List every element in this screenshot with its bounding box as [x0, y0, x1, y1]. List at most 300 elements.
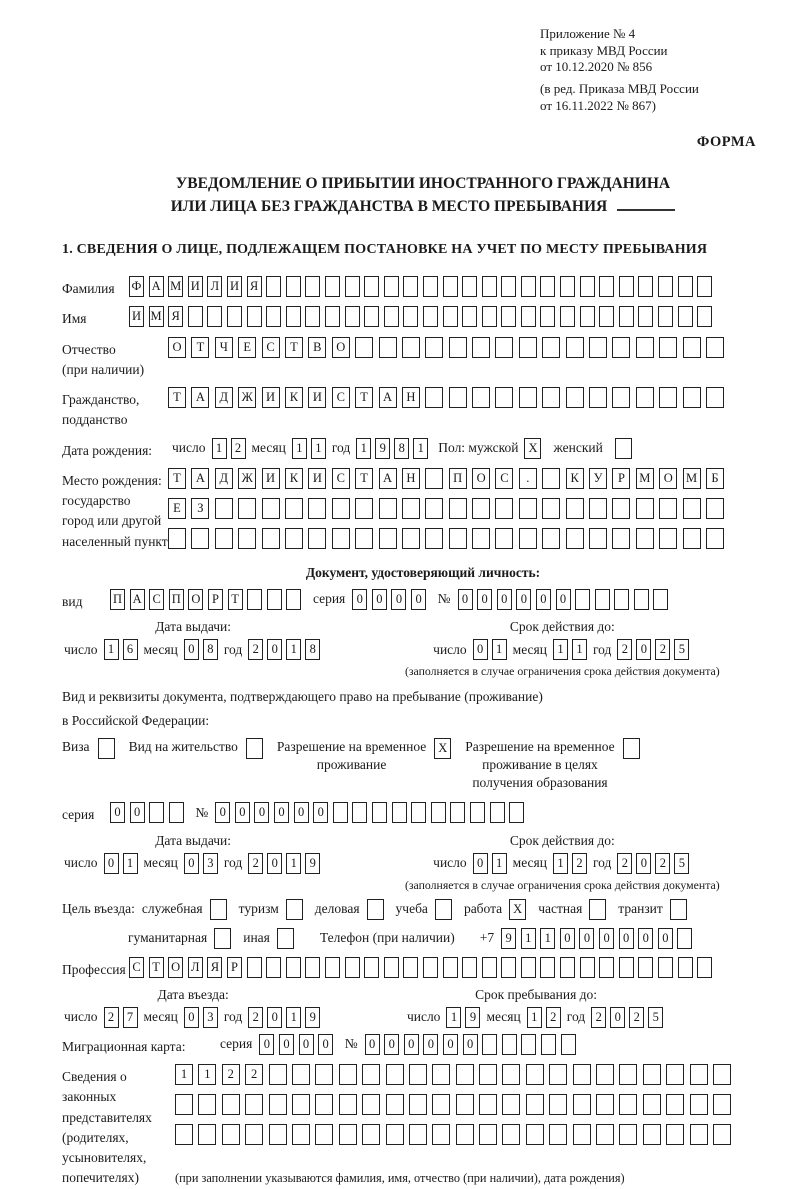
form-cell: А — [379, 387, 397, 408]
purpose-work-checkbox: X — [509, 899, 526, 920]
stay-month-cells — [527, 1007, 565, 1028]
form-cell — [432, 1064, 450, 1085]
form-cell — [519, 337, 537, 358]
form-cell — [697, 276, 712, 297]
form-cell — [456, 1064, 474, 1085]
purpose-humanitarian-checkbox — [214, 928, 231, 949]
form-cell: 1 — [286, 639, 301, 660]
form-cell — [596, 1064, 614, 1085]
form-cell: 0 — [372, 589, 387, 610]
form-cell: Р — [208, 589, 223, 610]
form-cell: Ж — [238, 468, 256, 489]
form-cell — [169, 802, 184, 823]
representatives-label-line: законных — [62, 1089, 117, 1105]
form-cell — [362, 1094, 380, 1115]
form-cell — [526, 1094, 544, 1115]
purpose-business-checkbox — [367, 899, 384, 920]
form-cell — [636, 387, 654, 408]
residence-valid-note: (заполняется в случае ограничения срока действия документа) — [404, 877, 720, 892]
form-cell — [364, 276, 379, 297]
form-cell — [482, 1034, 497, 1055]
form-cell: Т — [149, 957, 164, 978]
form-cell: А — [191, 387, 209, 408]
form-cell — [386, 1094, 404, 1115]
migration-number-label: № — [344, 1036, 358, 1052]
form-cell: 0 — [556, 589, 571, 610]
form-cell: И — [262, 468, 280, 489]
form-cell — [470, 802, 485, 823]
form-cell — [619, 957, 634, 978]
form-cell: 5 — [648, 1007, 663, 1028]
form-cell — [472, 498, 490, 519]
purpose-option-label: работа — [463, 901, 503, 917]
temp-residence-label-line: Разрешение на временное — [276, 738, 427, 754]
form-cell: Я — [207, 957, 222, 978]
form-cell — [521, 306, 536, 327]
form-cell: С — [149, 589, 164, 610]
annex-line: от 10.12.2020 № 856 — [540, 59, 653, 75]
form-cell — [566, 387, 584, 408]
form-cell — [690, 1124, 708, 1145]
form-cell: В — [308, 337, 326, 358]
form-cell — [697, 306, 712, 327]
form-cell: Т — [355, 387, 373, 408]
form-cell — [384, 306, 399, 327]
annex-line: к приказу МВД России — [540, 42, 668, 58]
form-cell: О — [168, 337, 186, 358]
form-cell — [431, 802, 446, 823]
form-cell: 0 — [267, 1007, 282, 1028]
month-label: месяц — [512, 855, 547, 871]
form-cell: С — [262, 337, 280, 358]
form-cell — [402, 337, 420, 358]
form-cell: 0 — [313, 802, 328, 823]
form-cell — [456, 1124, 474, 1145]
residence-permit-option — [129, 738, 263, 759]
birth-place-cell-rows — [168, 468, 729, 558]
form-cell: Е — [238, 337, 256, 358]
form-cell — [501, 276, 516, 297]
migration-card-label: Миграционная карта: — [62, 1038, 186, 1054]
entry-date — [62, 987, 405, 1028]
form-cell — [482, 306, 497, 327]
temp-residence-checkbox: X — [434, 738, 451, 759]
form-cell: 0 — [473, 853, 488, 874]
form-cell — [502, 1094, 520, 1115]
surname-row — [62, 276, 784, 299]
form-cell — [549, 1094, 567, 1115]
form-cell — [198, 1094, 216, 1115]
arrival-notification-form — [62, 26, 784, 1189]
form-cell: 0 — [267, 639, 282, 660]
residence-doc-kind-row — [62, 738, 784, 793]
form-cell: 5 — [674, 639, 689, 660]
form-cell — [462, 306, 477, 327]
form-cell: П — [449, 468, 467, 489]
form-cell — [215, 528, 233, 549]
form-cell — [643, 1124, 661, 1145]
form-cell: 8 — [305, 639, 320, 660]
form-cell — [619, 306, 634, 327]
gender-male-checkbox: X — [524, 438, 541, 459]
form-cell — [619, 276, 634, 297]
form-cell — [636, 528, 654, 549]
temp-residence-label — [277, 738, 426, 774]
form-cell: 2 — [572, 853, 587, 874]
form-cell — [425, 337, 443, 358]
form-cell — [269, 1064, 287, 1085]
form-cell — [690, 1064, 708, 1085]
form-cell — [566, 528, 584, 549]
visa-option — [62, 738, 115, 759]
form-cell: 0 — [318, 1034, 333, 1055]
purpose-option-label: деловая — [314, 901, 360, 917]
purpose-label: Цель въезда: — [62, 901, 135, 917]
form-cell — [403, 957, 418, 978]
form-cell: 0 — [497, 589, 512, 610]
form-cell — [636, 498, 654, 519]
form-cell — [495, 528, 513, 549]
form-cell: 1 — [553, 853, 568, 874]
purpose-option-label: служебная — [141, 901, 203, 917]
birth-year-cells — [356, 438, 432, 459]
birth-place-label-line: населенный пункт — [62, 533, 168, 549]
form-cell — [589, 528, 607, 549]
entry-date-heading: Дата въезда: — [157, 986, 229, 1002]
form-cell: М — [683, 468, 701, 489]
birth-place-label-line: Место рождения: — [62, 472, 162, 488]
year-label: год — [592, 641, 612, 657]
form-cell — [332, 528, 350, 549]
form-cell: Т — [355, 468, 373, 489]
form-cell — [308, 498, 326, 519]
birth-place-cells-line1 — [168, 468, 729, 489]
form-cell — [560, 276, 575, 297]
temp-residence-education-label-line: Разрешение на временное — [465, 738, 615, 754]
form-cell — [315, 1094, 333, 1115]
form-cell: 0 — [516, 589, 531, 610]
temp-residence-education-checkbox — [623, 738, 640, 759]
form-cell: 0 — [215, 802, 230, 823]
form-cell — [479, 1094, 497, 1115]
form-cell — [175, 1094, 193, 1115]
form-cell — [425, 468, 443, 489]
form-cell: 1 — [572, 639, 587, 660]
form-cell — [713, 1094, 731, 1115]
form-cell — [364, 957, 379, 978]
patronymic-label-note: (при наличии) — [62, 361, 145, 377]
form-cell — [392, 802, 407, 823]
form-cell — [423, 957, 438, 978]
representatives-cell-rows — [175, 1064, 736, 1186]
form-cell — [339, 1094, 357, 1115]
temp-residence-education-label — [465, 738, 614, 793]
form-cell — [352, 802, 367, 823]
profession-label: Профессия — [62, 961, 126, 977]
name-row — [62, 306, 784, 329]
form-cell — [402, 498, 420, 519]
form-cell: З — [191, 498, 209, 519]
form-cell: 0 — [294, 802, 309, 823]
form-cell — [573, 1094, 591, 1115]
migration-number-cells — [365, 1034, 581, 1055]
form-cell: 0 — [104, 853, 119, 874]
form-cell: С — [495, 468, 513, 489]
month-label: месяц — [251, 440, 286, 456]
representatives-label-line: (родителях, — [62, 1129, 129, 1145]
form-cell: С — [332, 468, 350, 489]
surname-cells — [129, 276, 717, 297]
visa-checkbox — [98, 738, 115, 759]
migration-card-row — [62, 1034, 784, 1057]
form-cell — [509, 802, 524, 823]
form-cell: 2 — [248, 853, 263, 874]
form-cell: К — [285, 468, 303, 489]
year-label: год — [223, 855, 243, 871]
form-cell — [379, 337, 397, 358]
form-cell — [362, 1124, 380, 1145]
form-cell: 0 — [560, 928, 575, 949]
representatives-label-line: усыновителях, — [62, 1150, 147, 1166]
form-cell: 0 — [411, 589, 426, 610]
residence-valid-heading: Срок действия до: — [509, 832, 615, 848]
form-cell: 1 — [553, 639, 568, 660]
form-cell: А — [379, 468, 397, 489]
form-cell: 9 — [375, 438, 390, 459]
form-cell — [636, 337, 654, 358]
form-cell — [472, 387, 490, 408]
birth-place-label-line: город или другой — [62, 513, 162, 529]
representatives-label-line: представителях — [62, 1109, 152, 1125]
form-cell — [333, 802, 348, 823]
form-cell — [325, 306, 340, 327]
form-cell: 0 — [638, 928, 653, 949]
form-cell — [541, 1034, 556, 1055]
residence-doc-seriya-row — [62, 802, 784, 825]
birth-place-cells-line2 — [168, 498, 729, 519]
form-cell: 2 — [222, 1064, 240, 1085]
form-cell: 0 — [184, 1007, 199, 1028]
form-cell: Д — [215, 387, 233, 408]
form-cell — [678, 957, 693, 978]
form-cell — [643, 1064, 661, 1085]
stay-day-cells — [446, 1007, 484, 1028]
form-cell: 0 — [299, 1034, 314, 1055]
form-cell — [595, 589, 610, 610]
doc-seriya-cells — [352, 589, 430, 610]
form-cell: 2 — [231, 438, 246, 459]
form-cell — [308, 528, 326, 549]
form-cell — [269, 1124, 287, 1145]
form-cell: И — [188, 276, 203, 297]
form-cell — [285, 498, 303, 519]
form-cell — [612, 337, 630, 358]
surname-label: Фамилия — [62, 281, 115, 297]
doc-valid-day-cells — [473, 639, 511, 660]
purpose-transit-checkbox — [670, 899, 687, 920]
form-cell: 8 — [394, 438, 409, 459]
citizenship-label-line2: подданство — [62, 412, 128, 428]
residence-valid-day-cells — [473, 853, 511, 874]
form-cell — [384, 276, 399, 297]
form-cell: 0 — [610, 1007, 625, 1028]
form-cell — [560, 306, 575, 327]
form-cell — [286, 276, 301, 297]
residence-issue-year-cells — [248, 853, 324, 874]
form-cell: 0 — [259, 1034, 274, 1055]
patronymic-row — [62, 337, 784, 381]
form-cell: 2 — [546, 1007, 561, 1028]
form-cell — [325, 276, 340, 297]
form-cell: И — [227, 276, 242, 297]
residence-permit-label: Вид на жительство — [128, 738, 238, 754]
form-cell — [566, 498, 584, 519]
form-cell: Ч — [215, 337, 233, 358]
form-cell — [542, 528, 560, 549]
representatives-cells-line1 — [175, 1064, 736, 1085]
form-cell — [501, 306, 516, 327]
form-cell: А — [130, 589, 145, 610]
form-cell: 1 — [286, 853, 301, 874]
temp-residence-education-label-line: получения образования — [472, 775, 608, 791]
form-cell — [266, 957, 281, 978]
birth-place-row — [62, 468, 784, 558]
form-cell: Т — [285, 337, 303, 358]
purpose-option-label: иная — [243, 930, 270, 946]
purpose-option-label: гуманитарная — [128, 930, 208, 946]
form-cell: 9 — [305, 1007, 320, 1028]
representatives-row — [62, 1064, 784, 1189]
gender-female-label: женский — [553, 440, 603, 456]
form-cell: 2 — [617, 853, 632, 874]
form-cell — [482, 276, 497, 297]
temp-residence-education-option — [465, 738, 639, 793]
form-cell: О — [332, 337, 350, 358]
form-cell — [659, 387, 677, 408]
purpose-row-1 — [62, 899, 784, 920]
form-cell — [683, 498, 701, 519]
residence-permit-checkbox — [246, 738, 263, 759]
form-cell — [266, 306, 281, 327]
form-cell — [345, 276, 360, 297]
representatives-cells-line3 — [175, 1124, 736, 1145]
form-cell — [227, 306, 242, 327]
form-cell — [683, 528, 701, 549]
form-cell — [638, 957, 653, 978]
doc-number-cells — [458, 589, 674, 610]
form-cell — [619, 1094, 637, 1115]
form-cell: 1 — [198, 1064, 216, 1085]
form-cell — [292, 1094, 310, 1115]
doc-kind-cells — [110, 589, 306, 610]
form-cell — [713, 1064, 731, 1085]
form-cell: И — [262, 387, 280, 408]
form-cell: 0 — [274, 802, 289, 823]
form-cell: 9 — [305, 853, 320, 874]
form-cell: 1 — [492, 853, 507, 874]
form-cell — [490, 802, 505, 823]
form-cell — [540, 276, 555, 297]
form-cell — [449, 337, 467, 358]
form-cell — [502, 1124, 520, 1145]
form-cell — [589, 337, 607, 358]
identity-doc-heading: Документ, удостоверяющий личность: — [305, 564, 541, 580]
form-cell — [482, 957, 497, 978]
form-cell: 5 — [674, 853, 689, 874]
identity-doc-dates — [62, 619, 784, 679]
form-cell: 8 — [203, 639, 218, 660]
residence-doc-intro-line2: в Российской Федерации: — [62, 713, 210, 729]
year-label: год — [223, 1009, 243, 1025]
form-cell — [666, 1064, 684, 1085]
birth-day-cells — [212, 438, 250, 459]
purpose-option-label: учеба — [395, 901, 428, 917]
form-cell: 1 — [286, 1007, 301, 1028]
form-cell — [706, 528, 724, 549]
form-cell — [599, 276, 614, 297]
form-cell — [198, 1124, 216, 1145]
purpose-option-label: туризм — [238, 901, 279, 917]
form-cell — [526, 1064, 544, 1085]
day-label: число — [64, 1009, 98, 1025]
form-cell: 2 — [104, 1007, 119, 1028]
citizenship-label — [62, 387, 168, 431]
form-cell: Б — [706, 468, 724, 489]
temp-residence-education-label-line: проживание в целях — [482, 756, 598, 772]
form-cell — [580, 276, 595, 297]
form-cell: Я — [247, 276, 262, 297]
form-cell — [678, 306, 693, 327]
form-cell — [238, 498, 256, 519]
form-cell — [425, 498, 443, 519]
form-cell — [449, 387, 467, 408]
form-cell — [658, 276, 673, 297]
form-cell: 0 — [619, 928, 634, 949]
form-cell — [575, 589, 590, 610]
migration-seriya-cells — [259, 1034, 337, 1055]
form-cell — [540, 306, 555, 327]
form-cell — [683, 337, 701, 358]
form-cell — [521, 957, 536, 978]
form-cell — [411, 802, 426, 823]
form-cell — [462, 276, 477, 297]
form-cell — [332, 498, 350, 519]
form-cell — [247, 589, 262, 610]
form-cell — [222, 1094, 240, 1115]
form-cell: М — [636, 468, 654, 489]
form-cell: 0 — [463, 1034, 478, 1055]
form-cell — [292, 1064, 310, 1085]
form-cell: 1 — [540, 928, 555, 949]
doc-valid-date — [405, 619, 784, 679]
doc-issue-heading: Дата выдачи: — [155, 619, 232, 635]
form-cell — [362, 1064, 380, 1085]
form-cell — [713, 1124, 731, 1145]
form-cell: 3 — [203, 1007, 218, 1028]
purpose-private-checkbox — [589, 899, 606, 920]
form-cell: П — [169, 589, 184, 610]
temp-residence-label-line: проживание — [316, 756, 387, 772]
form-cell — [542, 337, 560, 358]
form-cell — [479, 1124, 497, 1145]
form-cell: 0 — [599, 928, 614, 949]
phone-cells — [501, 928, 697, 949]
residence-valid-date — [405, 833, 784, 893]
form-cell — [643, 1094, 661, 1115]
form-cell — [472, 528, 490, 549]
form-cell — [495, 387, 513, 408]
form-cell — [589, 387, 607, 408]
